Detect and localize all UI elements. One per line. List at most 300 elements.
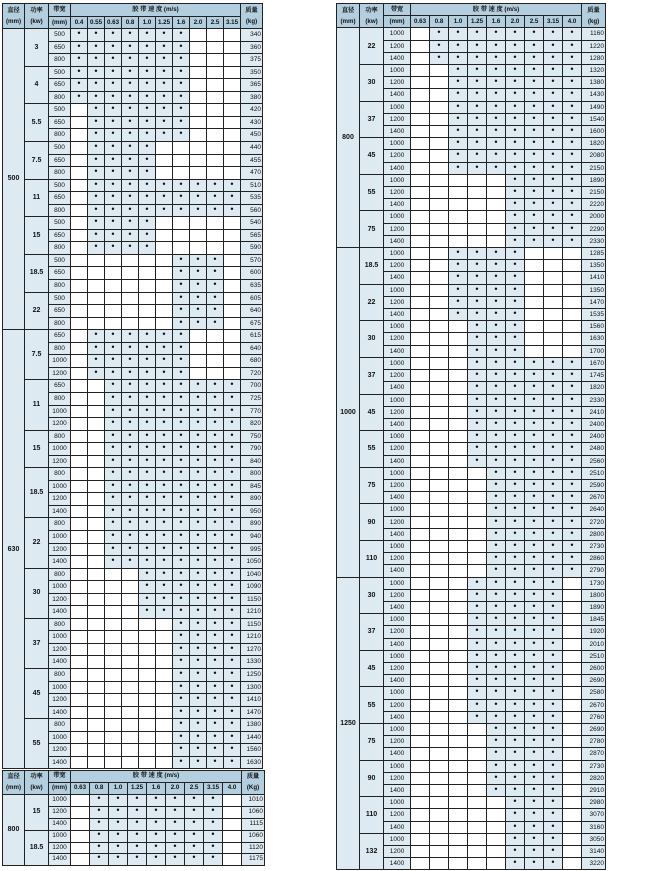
availability-dot-icon: •	[532, 113, 536, 123]
header-speed-1: 0.55	[88, 16, 105, 29]
speed-cell	[430, 309, 449, 321]
mass-cell: 1040	[241, 568, 263, 581]
availability-dot-icon: •	[570, 528, 574, 538]
availability-dot-icon: •	[513, 747, 517, 758]
availability-dot-icon: •	[551, 625, 555, 636]
availability-dot-icon: •	[532, 625, 536, 636]
speed-cell	[224, 694, 241, 707]
speed-cell	[147, 795, 166, 807]
speed-cell	[207, 317, 224, 330]
availability-dot-icon: •	[111, 41, 115, 51]
speed-cell	[468, 406, 487, 418]
speed-cell	[224, 242, 241, 255]
availability-dot-icon: •	[494, 564, 498, 575]
speed-cell	[487, 553, 506, 565]
mass-cell: 570	[241, 254, 263, 267]
speed-cell	[224, 116, 241, 129]
speed-cell	[190, 116, 207, 129]
speed-cell	[71, 254, 88, 267]
speed-cell	[544, 723, 563, 735]
speed-cell	[430, 333, 449, 345]
availability-dot-icon: •	[551, 357, 555, 367]
speed-cell	[173, 468, 190, 481]
speed-cell	[525, 394, 544, 406]
speed-cell	[487, 479, 506, 491]
speed-cell	[506, 699, 525, 711]
speed-cell	[122, 29, 139, 42]
speed-cell	[506, 589, 525, 601]
table-row	[3, 430, 263, 443]
availability-dot-icon: •	[94, 354, 98, 365]
speed-cell	[105, 254, 122, 267]
availability-dot-icon: •	[230, 530, 234, 540]
availability-dot-icon: •	[213, 630, 217, 641]
speed-cell	[105, 217, 122, 230]
availability-dot-icon: •	[532, 369, 536, 380]
availability-dot-icon: •	[213, 568, 217, 578]
mass-cell: 1270	[241, 643, 263, 656]
availability-dot-icon: •	[179, 430, 183, 440]
belt-width-cell: 1400	[384, 711, 411, 723]
speed-cell	[139, 443, 156, 456]
speed-cell	[88, 480, 105, 493]
power-cell: 30	[360, 577, 384, 614]
availability-dot-icon: •	[494, 674, 498, 685]
speed-cell	[173, 242, 190, 255]
availability-dot-icon: •	[230, 455, 234, 465]
speed-cell	[71, 342, 88, 355]
table-row	[3, 66, 263, 79]
speed-cell	[224, 731, 241, 744]
speed-cell	[224, 104, 241, 117]
speed-cell	[207, 392, 224, 405]
availability-dot-icon: •	[532, 479, 536, 489]
speed-cell	[430, 662, 449, 674]
speed-cell	[139, 731, 156, 744]
speed-cell	[411, 187, 430, 199]
speed-cell	[449, 455, 468, 467]
availability-dot-icon: •	[570, 76, 574, 87]
speed-cell	[468, 577, 487, 589]
speed-cell	[430, 52, 449, 64]
availability-dot-icon: •	[179, 254, 183, 264]
speed-cell	[563, 772, 582, 784]
speed-cell	[544, 760, 563, 772]
power-cell: 7.5	[25, 330, 49, 380]
speed-cell	[105, 719, 122, 732]
speed-cell	[506, 675, 525, 687]
speed-cell	[71, 681, 88, 694]
speed-cell	[156, 179, 173, 192]
table-row	[3, 292, 263, 305]
availability-dot-icon: •	[513, 357, 517, 367]
speed-cell	[190, 656, 207, 669]
speed-cell	[88, 631, 105, 644]
speed-cell	[190, 731, 207, 744]
mass-cell: 840	[241, 455, 263, 468]
availability-dot-icon: •	[513, 577, 517, 587]
speed-cell	[544, 370, 563, 382]
speed-cell	[156, 392, 173, 405]
availability-dot-icon: •	[551, 613, 555, 624]
availability-dot-icon: •	[196, 405, 200, 415]
availability-dot-icon: •	[128, 517, 132, 528]
speed-cell	[544, 662, 563, 674]
speed-cell	[139, 367, 156, 380]
header-mass-label: 质量	[246, 772, 260, 780]
speed-cell	[122, 656, 139, 669]
mass-cell: 2510	[582, 467, 606, 479]
speed-cell	[449, 113, 468, 125]
availability-dot-icon: •	[475, 162, 479, 172]
speed-cell	[224, 41, 241, 54]
speed-cell	[449, 772, 468, 784]
speed-cell	[185, 818, 204, 830]
speed-cell	[105, 66, 122, 79]
speed-cell	[430, 626, 449, 638]
speed-cell	[411, 138, 430, 150]
mass-cell: 2870	[582, 748, 606, 760]
availability-dot-icon: •	[213, 756, 217, 766]
speed-cell	[156, 568, 173, 581]
speed-cell	[525, 211, 544, 223]
mass-cell: 845	[241, 480, 263, 493]
speed-cell	[207, 593, 224, 606]
header-speed-1: 0.8	[430, 16, 449, 28]
belt-width-cell: 1000	[384, 321, 411, 333]
availability-dot-icon: •	[570, 198, 574, 209]
availability-dot-icon: •	[230, 204, 234, 214]
speed-cell	[449, 809, 468, 821]
speed-cell	[139, 192, 156, 205]
speed-cell	[224, 380, 241, 393]
header-speed-5: 2.0	[166, 783, 185, 795]
availability-dot-icon: •	[77, 28, 81, 39]
availability-dot-icon: •	[475, 64, 479, 75]
availability-dot-icon: •	[230, 681, 234, 691]
speed-cell	[190, 668, 207, 681]
availability-dot-icon: •	[570, 235, 574, 245]
mass-cell: 800	[241, 468, 263, 481]
availability-dot-icon: •	[513, 711, 517, 721]
speed-cell	[525, 736, 544, 748]
speed-cell	[468, 846, 487, 858]
speed-cell	[468, 785, 487, 797]
power-cell: 45	[360, 394, 384, 431]
speed-cell	[525, 382, 544, 394]
speed-cell	[173, 342, 190, 355]
speed-cell	[88, 543, 105, 556]
speed-cell	[544, 333, 563, 345]
speed-cell	[411, 479, 430, 491]
belt-width-cell: 1000	[49, 480, 71, 493]
belt-width-cell: 500	[49, 142, 71, 155]
speed-cell	[411, 589, 430, 601]
speed-cell	[88, 681, 105, 694]
speed-cell	[563, 833, 582, 845]
speed-cell	[411, 382, 430, 394]
speed-cell	[122, 167, 139, 180]
speed-cell	[468, 565, 487, 577]
availability-dot-icon: •	[213, 430, 217, 440]
speed-cell	[468, 138, 487, 150]
mass-cell: 350	[241, 66, 263, 79]
availability-dot-icon: •	[213, 179, 217, 189]
belt-width-cell: 500	[49, 29, 71, 42]
speed-cell	[449, 504, 468, 516]
belt-width-cell: 1000	[384, 394, 411, 406]
speed-cell	[544, 77, 563, 89]
availability-dot-icon: •	[145, 78, 149, 89]
availability-dot-icon: •	[145, 455, 149, 465]
availability-dot-icon: •	[494, 430, 498, 441]
availability-dot-icon: •	[94, 342, 98, 352]
speed-cell	[173, 756, 190, 769]
availability-dot-icon: •	[162, 78, 166, 89]
mass-cell: 3220	[582, 858, 606, 870]
availability-dot-icon: •	[196, 279, 200, 290]
availability-dot-icon: •	[162, 329, 166, 340]
availability-dot-icon: •	[179, 492, 183, 503]
availability-dot-icon: •	[230, 668, 234, 678]
availability-dot-icon: •	[128, 405, 132, 415]
speed-cell	[525, 540, 544, 552]
speed-cell	[190, 104, 207, 117]
speed-cell	[173, 480, 190, 493]
speed-cell	[544, 126, 563, 138]
speed-cell	[224, 355, 241, 368]
availability-dot-icon: •	[145, 28, 149, 39]
mass-cell: 3050	[582, 833, 606, 845]
availability-dot-icon: •	[213, 655, 217, 666]
availability-dot-icon: •	[128, 442, 132, 453]
availability-dot-icon: •	[532, 699, 536, 709]
speed-cell	[105, 480, 122, 493]
speed-cell	[173, 505, 190, 518]
availability-dot-icon: •	[494, 760, 498, 770]
speed-cell	[71, 292, 88, 305]
availability-dot-icon: •	[213, 505, 217, 515]
availability-dot-icon: •	[475, 52, 479, 62]
speed-cell	[139, 217, 156, 230]
speed-cell	[411, 504, 430, 516]
mass-cell: 1320	[582, 65, 606, 77]
speed-cell	[563, 589, 582, 601]
speed-cell	[563, 309, 582, 321]
availability-dot-icon: •	[162, 568, 166, 578]
availability-dot-icon: •	[173, 806, 177, 815]
speed-cell	[139, 568, 156, 581]
mass-cell: 2690	[582, 675, 606, 687]
mass-cell: 3070	[582, 809, 606, 821]
availability-dot-icon: •	[513, 113, 517, 123]
availability-dot-icon: •	[179, 379, 183, 390]
availability-dot-icon: •	[179, 405, 183, 415]
speed-cell	[139, 66, 156, 79]
table-row	[337, 321, 606, 333]
availability-dot-icon: •	[173, 853, 177, 863]
speed-cell	[487, 687, 506, 699]
belt-width-cell: 1400	[384, 126, 411, 138]
speed-cell	[506, 626, 525, 638]
mass-cell: 790	[241, 443, 263, 456]
availability-dot-icon: •	[551, 430, 555, 441]
table-row	[3, 518, 263, 531]
speed-cell	[139, 355, 156, 368]
speed-cell	[173, 179, 190, 192]
availability-dot-icon: •	[230, 480, 234, 490]
availability-dot-icon: •	[475, 394, 479, 404]
speed-cell	[173, 643, 190, 656]
speed-cell	[506, 52, 525, 64]
speed-cell	[156, 556, 173, 569]
belt-width-cell: 1200	[384, 553, 411, 565]
speed-cell	[468, 89, 487, 101]
speed-cell	[105, 330, 122, 343]
power-cell: 37	[360, 614, 384, 651]
speed-cell	[190, 694, 207, 707]
availability-dot-icon: •	[513, 149, 517, 160]
availability-dot-icon: •	[94, 241, 98, 252]
availability-dot-icon: •	[145, 116, 149, 126]
speed-cell	[224, 254, 241, 267]
belt-width-cell: 1000	[49, 581, 71, 594]
speed-cell	[506, 846, 525, 858]
speed-cell	[525, 699, 544, 711]
speed-cell	[468, 382, 487, 394]
speed-cell	[430, 235, 449, 247]
availability-dot-icon: •	[230, 379, 234, 390]
availability-dot-icon: •	[196, 593, 200, 603]
speed-cell	[563, 516, 582, 528]
speed-cell	[190, 556, 207, 569]
availability-dot-icon: •	[196, 731, 200, 741]
speed-cell	[207, 694, 224, 707]
availability-dot-icon: •	[475, 699, 479, 709]
speed-cell	[525, 40, 544, 52]
table-row	[337, 28, 606, 40]
availability-dot-icon: •	[570, 137, 574, 148]
speed-cell	[430, 345, 449, 357]
speed-cell	[173, 380, 190, 393]
availability-dot-icon: •	[532, 137, 536, 148]
speed-cell	[430, 199, 449, 211]
speed-cell	[449, 614, 468, 626]
availability-dot-icon: •	[494, 271, 498, 282]
availability-dot-icon: •	[179, 630, 183, 641]
speed-cell	[122, 443, 139, 456]
belt-width-cell: 1400	[384, 492, 411, 504]
availability-dot-icon: •	[111, 216, 115, 227]
availability-dot-icon: •	[456, 284, 460, 294]
availability-dot-icon: •	[475, 101, 479, 111]
availability-dot-icon: •	[128, 430, 132, 440]
belt-width-cell: 1200	[384, 699, 411, 711]
belt-width-cell: 1000	[384, 504, 411, 516]
speed-cell	[223, 830, 242, 842]
mass-cell: 1745	[582, 370, 606, 382]
speed-cell	[449, 296, 468, 308]
speed-cell	[563, 431, 582, 443]
speed-cell	[224, 668, 241, 681]
availability-dot-icon: •	[192, 842, 196, 851]
availability-dot-icon: •	[94, 116, 98, 126]
mass-cell: 725	[241, 392, 263, 405]
availability-dot-icon: •	[145, 204, 149, 214]
speed-cell	[430, 431, 449, 443]
availability-dot-icon: •	[532, 149, 536, 160]
availability-dot-icon: •	[570, 125, 574, 136]
mass-cell: 2670	[582, 492, 606, 504]
speed-cell	[71, 204, 88, 217]
availability-dot-icon: •	[162, 442, 166, 453]
speed-cell	[468, 223, 487, 235]
availability-dot-icon: •	[145, 492, 149, 503]
availability-dot-icon: •	[532, 52, 536, 62]
mass-cell: 2670	[582, 699, 606, 711]
speed-cell	[88, 79, 105, 92]
availability-dot-icon: •	[94, 229, 98, 239]
speed-cell	[88, 606, 105, 619]
speed-cell	[88, 129, 105, 142]
speed-cell	[156, 229, 173, 242]
speed-cell	[506, 138, 525, 150]
speed-cell	[190, 418, 207, 431]
speed-cell	[468, 467, 487, 479]
speed-cell	[207, 179, 224, 192]
header-power	[25, 4, 49, 29]
belt-width-cell: 1000	[384, 65, 411, 77]
speed-cell	[411, 65, 430, 77]
speed-cell	[449, 321, 468, 333]
speed-cell	[487, 760, 506, 772]
speed-cell	[71, 631, 88, 644]
mass-cell: 1175	[242, 854, 265, 866]
speed-cell	[147, 806, 166, 818]
belt-width-cell: 1200	[384, 260, 411, 272]
speed-cell	[207, 731, 224, 744]
availability-dot-icon: •	[97, 818, 101, 827]
speed-cell	[544, 589, 563, 601]
speed-cell	[122, 280, 139, 293]
speed-cell	[109, 795, 128, 807]
speed-cell	[487, 162, 506, 174]
availability-dot-icon: •	[128, 555, 132, 566]
belt-width-cell: 500	[49, 292, 71, 305]
speed-cell	[207, 756, 224, 769]
speed-cell	[468, 309, 487, 321]
availability-dot-icon: •	[145, 216, 149, 227]
availability-dot-icon: •	[551, 479, 555, 489]
speed-cell	[88, 731, 105, 744]
speed-cell	[139, 468, 156, 481]
speed-cell	[525, 357, 544, 369]
speed-cell	[173, 668, 190, 681]
header-speed-title: 胶 带 速 度 (m/s)	[411, 4, 582, 16]
availability-dot-icon: •	[513, 589, 517, 599]
availability-dot-icon: •	[532, 406, 536, 416]
speed-cell	[139, 129, 156, 142]
speed-cell	[173, 79, 190, 92]
speed-cell	[156, 154, 173, 167]
availability-dot-icon: •	[196, 266, 200, 277]
speed-cell	[563, 687, 582, 699]
mass-cell: 1210	[241, 631, 263, 644]
speed-cell	[525, 504, 544, 516]
speed-cell	[506, 248, 525, 260]
table-row	[337, 101, 606, 113]
speed-cell	[506, 370, 525, 382]
